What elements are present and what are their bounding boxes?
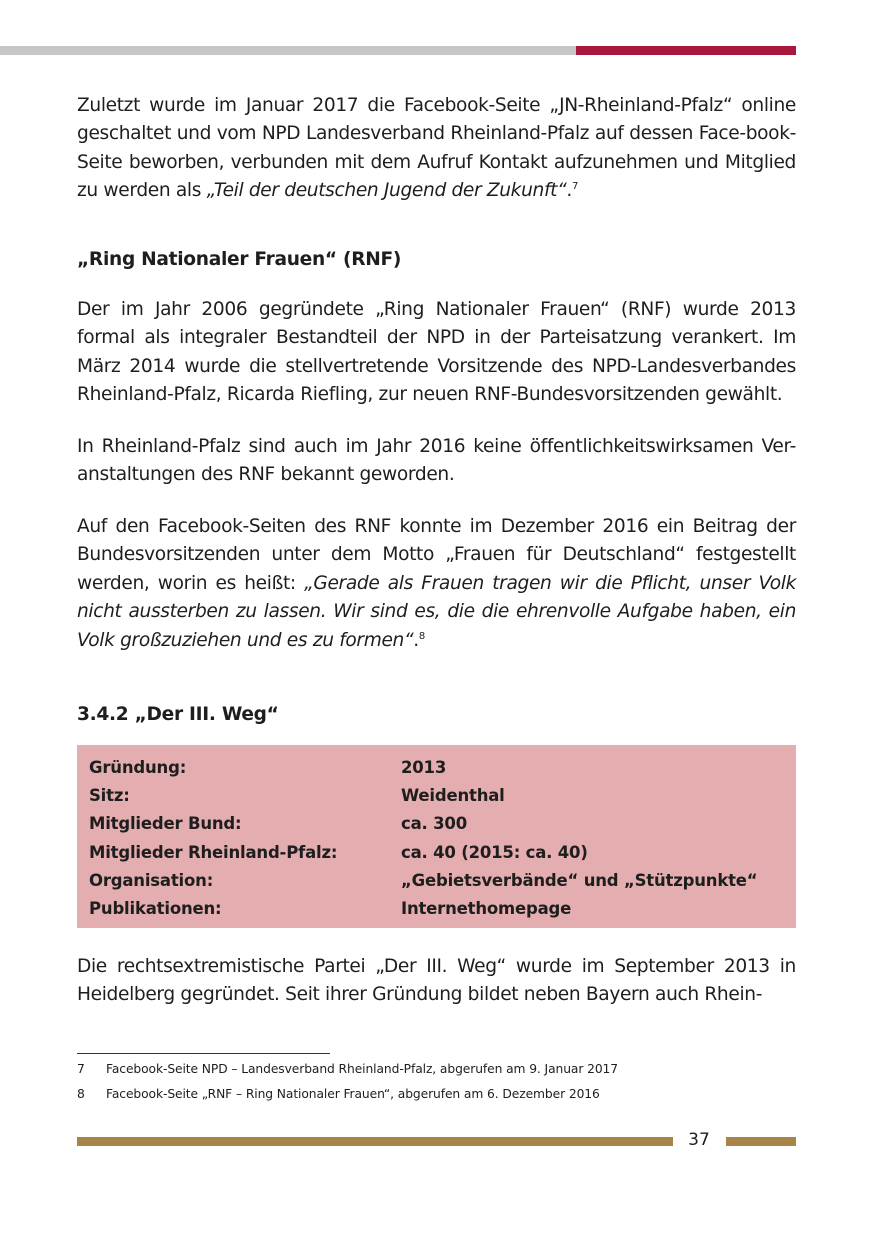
paragraph-rnf-events: In Rheinland-Pfalz sind auch im Jahr 2016 keine öffentlichkeitswirksamen Ver-anstaltungen des RNF bekannt geworden. <box>77 436 796 486</box>
footnote-divider <box>77 1053 330 1054</box>
footnote-text: Facebook-Seite „RNF – Ring Nationaler Frauen“, abgerufen am 6. Dezember 2016 <box>106 1087 600 1101</box>
info-label: Publikationen: <box>89 899 222 918</box>
paragraph-rnf-facebook: Auf den Facebook-Seiten des RNF konnte im Dezember 2016 ein Beitrag der Bundesvorsitzenden unter dem Motto „Frauen für Deutschland“ festgestellt werden, worin es heißt: „Gerade als Frauen tragen wir die Pflicht, unser Volk nicht aussterben zu lassen. Wir sind es, die die ehrenvolle Aufgabe haben, ein Volk großzuziehen und es zu formen“.$^8$ <box>77 516 796 651</box>
footnote-number: 7 <box>77 1062 85 1076</box>
footnote-ref-8[interactable]: 8 <box>418 630 425 642</box>
page-number: 37 <box>688 1130 710 1150</box>
quote-rnf: „Gerade als Frauen tragen wir die Pflicht, unser Volk nicht aussterben zu lassen. Wir sind es, die die ehrenvolle Aufgabe haben, ein Volk großzuziehen und es zu formen“ <box>77 572 796 651</box>
paragraph-rnf-history: Der im Jahr 2006 gegründete „Ring Nationaler Frauen“ (RNF) wurde 2013 formal als integraler Bestandteil der NPD in der Parteisatzung verankert. Im März 2014 wurde die stellvertretende Vorsitzende des NPD-Landesverbandes Rheinland-Pfalz, Ricarda Riefling, zur neuen RNF-Bundesvorsitzenden gewählt. <box>77 299 796 406</box>
paragraph-der-iii-weg: Die rechtsextremistische Partei „Der III. Weg“ wurde im September 2013 in Heidelberg gegründet. Seit ihrer Gründung bildet neben Bayern auch Rhein- <box>77 956 796 1006</box>
info-value: 2013 <box>401 758 447 777</box>
footer-rule-left <box>77 1137 673 1146</box>
heading-rnf: „Ring Nationaler Frauen“ (RNF) <box>77 249 402 270</box>
heading-der-iii-weg: 3.4.2 „Der III. Weg“ <box>77 704 279 725</box>
header-rule-accent <box>576 46 796 55</box>
footnote-number: 8 <box>77 1087 85 1101</box>
info-value: Internethomepage <box>401 899 572 918</box>
info-value: ca. 300 <box>401 814 467 833</box>
info-label: Gründung: <box>89 758 187 777</box>
info-value: Weidenthal <box>401 786 505 805</box>
footnote-text: Facebook-Seite NPD – Landesverband Rheinland-Pfalz, abgerufen am 9. Januar 2017 <box>106 1062 618 1076</box>
header-rule-grey <box>0 46 576 55</box>
info-label: Mitglieder Bund: <box>89 814 242 833</box>
paragraph-jn-facebook: Zuletzt wurde im Januar 2017 die Facebook-Seite „JN-Rheinland-Pfalz“ online geschaltet und vom NPD Landesverband Rheinland-Pfalz auf dessen Face-book-Seite beworben, verbunden mit dem Aufruf Kontakt aufzunehmen und Mitglied zu werden als „Teil der deutschen Jugend der Zukunft“.$^7$ <box>77 95 796 202</box>
info-value: „Gebietsverbände“ und „Stützpunkte“ <box>401 871 758 890</box>
info-label: Organisation: <box>89 871 214 890</box>
party-info-box <box>77 745 796 928</box>
quote-jn: „Teil der deutschen Jugend der Zukunft“ <box>206 180 567 202</box>
info-label: Sitz: <box>89 786 130 805</box>
info-label: Mitglieder Rheinland-Pfalz: <box>89 843 338 862</box>
info-value: ca. 40 (2015: ca. 40) <box>401 843 588 862</box>
footer-rule-right <box>726 1137 796 1146</box>
footnote-ref-7[interactable]: 7 <box>571 181 578 193</box>
